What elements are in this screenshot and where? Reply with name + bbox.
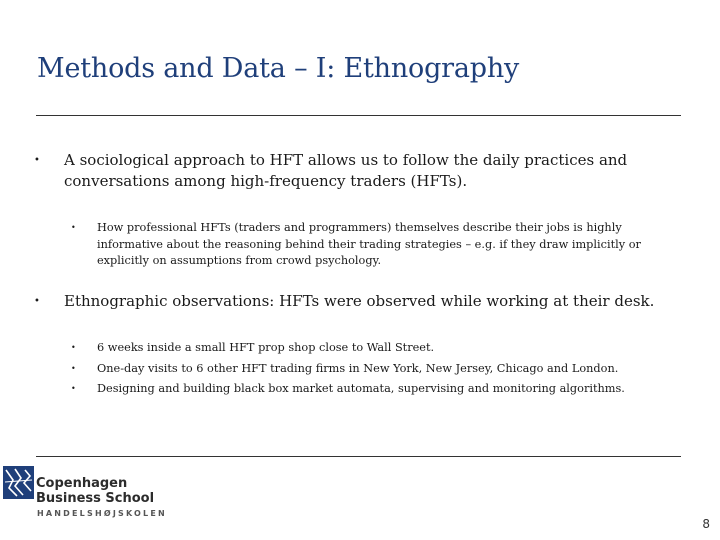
sub-bullet-label: Designing and building black box market automata, supervising and monitoring algorithms. — [97, 382, 625, 395]
slide-title: Methods and Data – I: Ethnography — [37, 53, 520, 84]
footer-divider — [36, 456, 681, 457]
bullet-marker: • — [34, 155, 40, 166]
sub-bullet-marker: • — [71, 343, 76, 352]
sub-bullet-list — [71, 338, 679, 400]
bullet-label: A sociological approach to HFT allows us to follow the daily practices and conversations among high-frequency traders (HFTs). — [64, 151, 628, 190]
sub-bullet-item — [71, 338, 679, 359]
sub-bullet-label: 6 weeks inside a small HFT prop shop close to Wall Street. — [97, 341, 435, 354]
sub-bullet-marker: • — [71, 384, 76, 393]
sub-bullet-label: How professional HFTs (traders and programmers) themselves describe their jobs is highly informative about the reasoning behind their trading strategies – e.g. if they draw implicitly or explicitly on assumptions from crowd psychology. — [97, 221, 641, 267]
logo-line-1: Copenhagen — [36, 476, 128, 491]
cbs-logo-symbol-icon — [3, 466, 34, 499]
logo-line-3: HANDELSHØJSKOLEN — [37, 509, 167, 518]
sub-bullet-label: One-day visits to 6 other HFT trading firms in New York, New Jersey, Chicago and London. — [97, 361, 619, 375]
sub-bullet-marker: • — [71, 223, 76, 232]
page-number: 8 — [702, 517, 710, 531]
sub-bullet-item — [71, 379, 679, 400]
title-divider — [36, 115, 681, 116]
bullet-text — [34, 150, 679, 192]
bullet-item — [34, 150, 679, 270]
sub-bullet-item — [71, 359, 679, 380]
sub-bullet-item — [71, 220, 679, 270]
sub-bullet-marker: • — [71, 363, 76, 373]
cbs-logo-icon — [3, 466, 34, 499]
bullet-marker: • — [34, 296, 40, 307]
sub-bullet-list — [71, 220, 679, 270]
bullet-item — [34, 291, 679, 400]
bullet-label: Ethnographic observations: HFTs were observed while working at their desk. — [64, 292, 655, 310]
cbs-logo — [3, 466, 167, 536]
bullet-text — [34, 291, 679, 312]
logo-line-2: Business School — [36, 491, 155, 506]
